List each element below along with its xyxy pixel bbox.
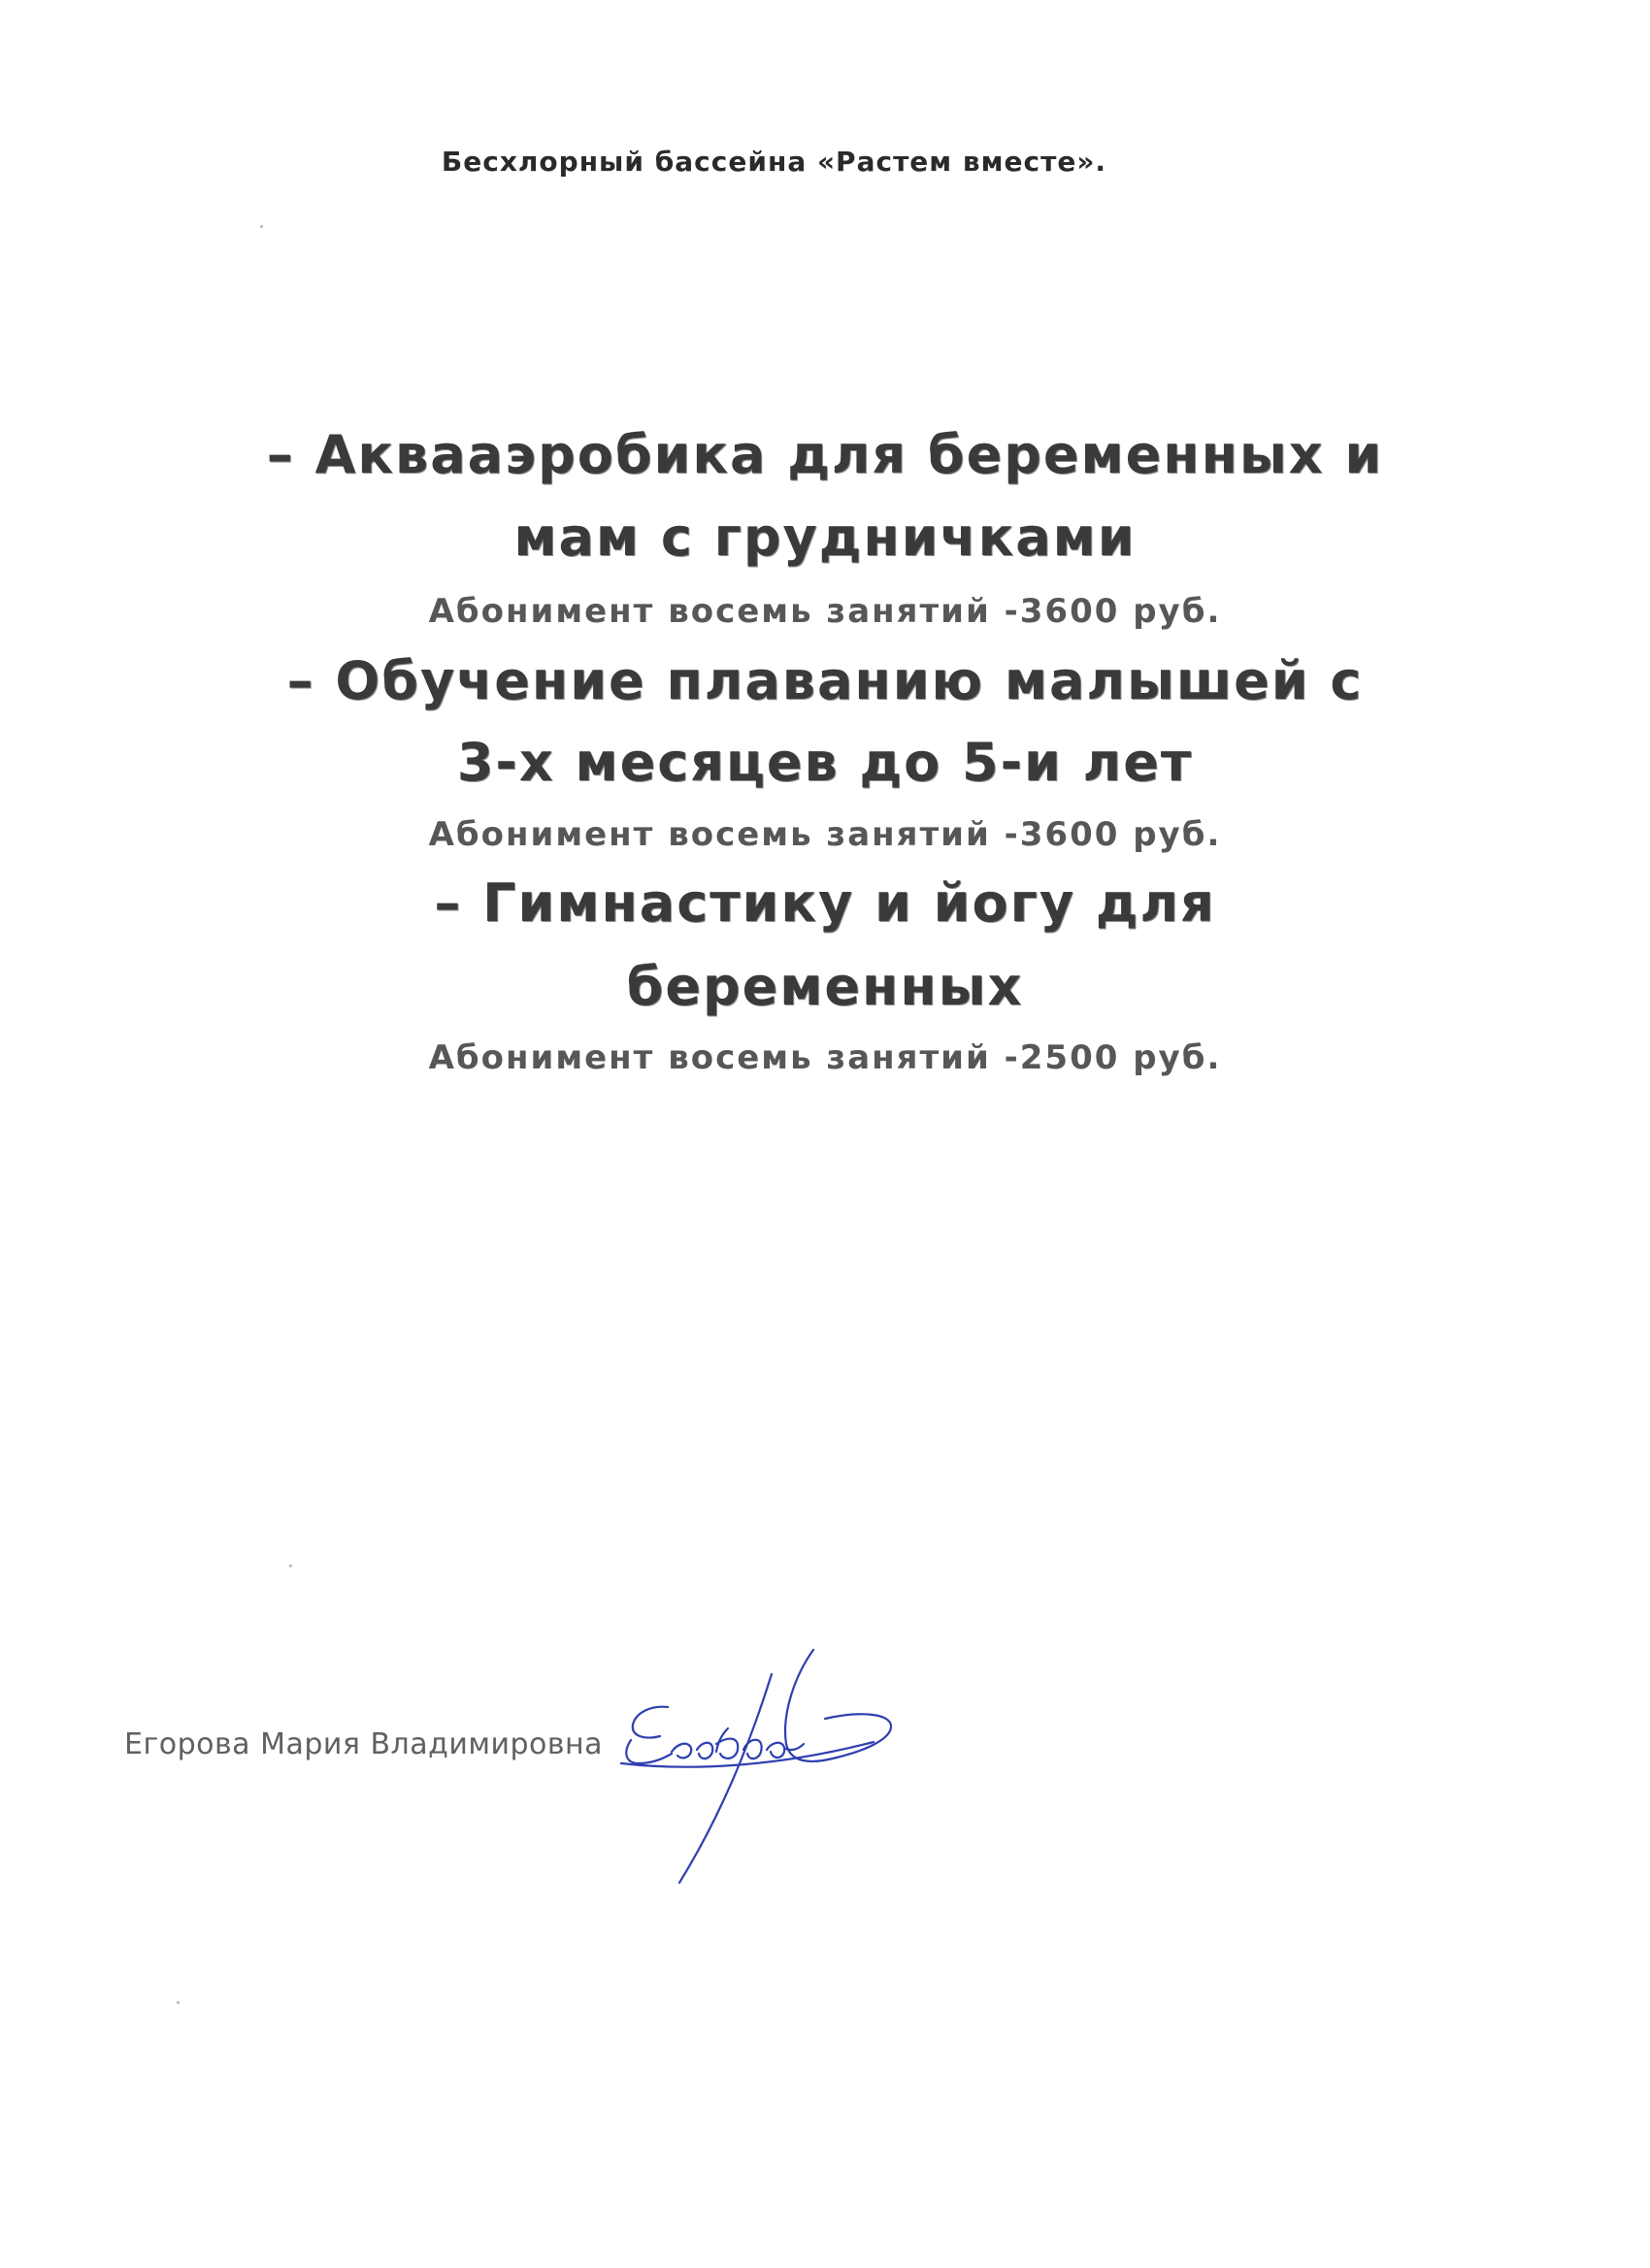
service-title-line: мам с грудничками: [513, 507, 1137, 568]
scan-speck: [260, 225, 263, 228]
service-title-line: – Аквааэробика для беременных и: [266, 424, 1384, 485]
signer-name: Егорова Мария Владимировна: [124, 1727, 604, 1761]
scan-speck: [289, 1564, 292, 1567]
service-price: Абонимент восемь занятий -3600 руб.: [428, 592, 1222, 631]
signature-icon: [582, 1635, 912, 1888]
service-price: Абонимент восемь занятий -3600 руб.: [428, 815, 1222, 854]
service-title-line: 3-х месяцев до 5-и лет: [456, 732, 1194, 793]
scan-speck: [177, 2001, 180, 2004]
service-title-line: – Гимнастику и йогу для: [434, 872, 1216, 934]
page-title: Бесхлорный бассейна «Растем вместе».: [441, 146, 1107, 178]
service-title-line: беременных: [626, 956, 1024, 1017]
service-price: Абонимент восемь занятий -2500 руб.: [428, 1038, 1222, 1077]
service-title-line: – Обучение плаванию малышей с: [286, 650, 1364, 711]
